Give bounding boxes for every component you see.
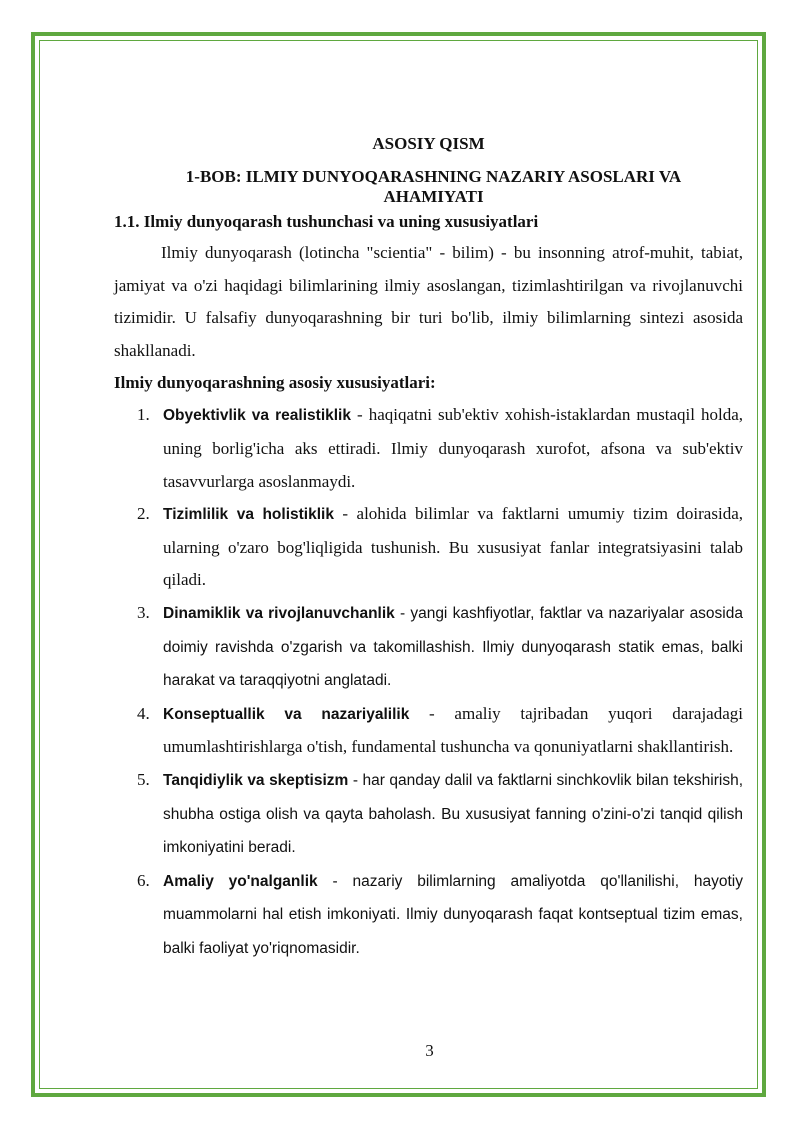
- feature-description: - yangi kashfiyotlar, faktlar va nazariyalar asosida doimiy ravishda o'zgarish va takomillashish. Ilmiy dunyoqarash statik emas, balki harakat va taraqqiyotni anglatadi.: [163, 604, 743, 690]
- list-item: [114, 764, 743, 865]
- feature-term: Konseptuallik va nazariyalilik: [163, 705, 410, 723]
- page-number: 3: [425, 1041, 434, 1060]
- feature-term: Obyektivlik va realistiklik: [163, 407, 351, 425]
- feature-description: - haqiqatni sub'ektiv xohish-istaklardan mustaqil holda, uning borlig'icha aks ettiradi. Ilmiy dunyoqarash xurofot, afsona va sub'ektiv tasavvurlarga asoslanmaydi.: [163, 405, 744, 491]
- list-item: [114, 865, 743, 966]
- feature-term: Dinamiklik va rivojlanuvchanlik: [163, 604, 395, 622]
- feature-description: - amaliy tajribadan yuqori darajadagi umumlashtirishlarga o'tish, fundamental tushuncha va qonuniyatlarni shakllantirish.: [163, 703, 743, 757]
- feature-term: Tanqidiylik va skeptisizm: [163, 771, 349, 789]
- list-item-number: 5.: [137, 769, 150, 789]
- list-item-number: 6.: [137, 870, 150, 890]
- list-item-number: 1.: [137, 405, 150, 425]
- list-item-number: 3.: [137, 602, 150, 622]
- list-item: [114, 498, 743, 597]
- feature-description: - nazariy bilimlarning amaliyotda qo'llanilishi, hayotiy muammolarni hal etish imkoniyati. Ilmiy dunyoqarash faqat kontseptual tizim emas, balki faoliyat yo'riqnomasidir.: [163, 872, 743, 957]
- feature-description: - har qanday dalil va faktlarni sinchkovlik bilan tekshirish, shubha ostiga olish va qayta baholash. Bu xususiyat fanning o'zini-o'zi tanqid qilish imkoniyatini beradi.: [163, 771, 743, 857]
- chapter-title: 1-BOB: ILMIY DUNYOQARASHNING NAZARIY ASOSLARI VA AHAMIYATI: [185, 167, 682, 206]
- list-item-number: 2.: [137, 504, 150, 524]
- feature-term: Amaliy yo'nalganlik: [163, 872, 318, 890]
- list-item: [114, 597, 743, 698]
- feature-term: Tizimlilik va holistiklik: [163, 506, 334, 524]
- list-item: [114, 698, 743, 764]
- list-item-number: 4.: [137, 703, 150, 723]
- list-item: [114, 399, 743, 498]
- features-list: [114, 399, 743, 965]
- features-heading: Ilmiy dunyoqarashning asosiy xususiyatlari:: [114, 373, 436, 393]
- intro-paragraph: Ilmiy dunyoqarash (lotincha "scientia" - bilim) - bu insonning atrof-muhit, tabiat, jamiyat va o'zi haqidagi bilimlarining ilmiy asoslangan, tizimlashtirilgan va rivojlanuvchi tizimidir. U falsafiy dunyoqarashning bir turi bo'lib, ilmiy bilimlarning sintezi asosida shakllanadi.: [114, 243, 743, 360]
- section-title: 1.1. Ilmiy dunyoqarash tushunchasi va uning xususiyatlari: [114, 212, 539, 231]
- main-title: ASOSIY QISM: [372, 134, 485, 153]
- page-content: [114, 133, 743, 965]
- feature-description: - alohida bilimlar va faktlarni umumiy tizim doirasida, ularning o'zaro bog'liqligida tushunish. Bu xususiyat fanlar integratsiyasini talab qiladi.: [163, 504, 743, 590]
